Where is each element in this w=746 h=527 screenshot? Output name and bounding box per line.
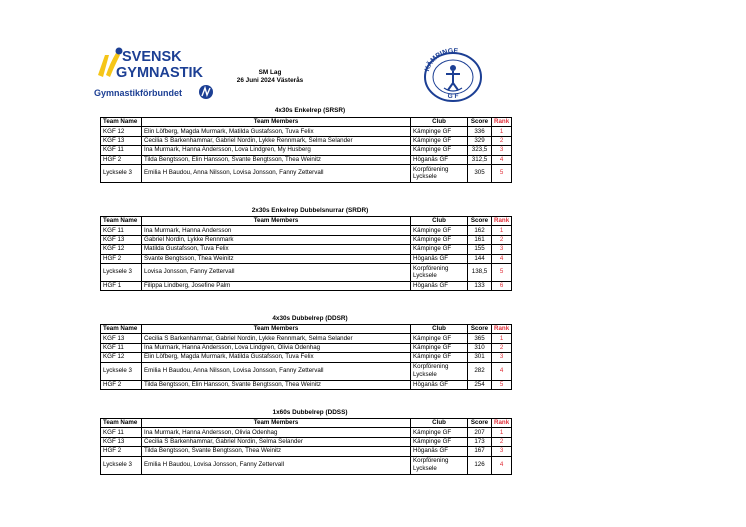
cell-rank: 4 <box>492 456 512 474</box>
cell-club: Kämpinge GF <box>411 146 468 155</box>
kampinge-emblem-icon <box>416 48 490 102</box>
cell-team: KGF 11 <box>101 146 142 155</box>
cell-club: Korpförening Lycksele <box>411 164 468 182</box>
svg-text:G F: G F <box>447 93 459 100</box>
table-row <box>101 127 512 136</box>
table-row <box>101 334 512 343</box>
cell-team: KGF 13 <box>101 437 142 446</box>
cell-members: Elin Löfberg, Magda Murmark, Matilda Gustafsson, Tuva Felix <box>142 127 411 136</box>
table-row <box>101 456 512 474</box>
results-table <box>100 324 512 390</box>
cell-score: 133 <box>468 281 492 290</box>
table-row <box>101 136 512 145</box>
cell-rank: 3 <box>492 245 512 254</box>
cell-club: Kämpinge GF <box>411 334 468 343</box>
cell-club: Kämpinge GF <box>411 136 468 145</box>
cell-club: Höganäs GF <box>411 447 468 456</box>
column-header-score: Score <box>468 419 492 428</box>
table-row <box>101 226 512 235</box>
cell-members: Matilda Gustafsson, Tuva Felix <box>142 245 411 254</box>
column-header-members: Team Members <box>142 325 411 334</box>
cell-team: HGF 2 <box>101 254 142 263</box>
table-row <box>101 362 512 380</box>
cell-rank: 5 <box>492 380 512 389</box>
table-header-row <box>101 217 512 226</box>
cell-team: KGF 13 <box>101 235 142 244</box>
table-header-row <box>101 325 512 334</box>
table-row <box>101 353 512 362</box>
cell-rank: 1 <box>492 334 512 343</box>
gymnast-figure-icon <box>92 45 222 105</box>
cell-team: KGF 11 <box>101 343 142 352</box>
cell-members: Ina Murmark, Hanna Andersson <box>142 226 411 235</box>
cell-club: Kämpinge GF <box>411 245 468 254</box>
cell-score: 312,5 <box>468 155 492 164</box>
cell-members: Emilia H Baudou, Lovisa Jonsson, Fanny Zettervall <box>142 456 411 474</box>
cell-team: Lycksele 3 <box>101 164 142 182</box>
column-header-team: Team Name <box>101 419 142 428</box>
table-row <box>101 437 512 446</box>
table-row <box>101 146 512 155</box>
cell-score: 305 <box>468 164 492 182</box>
section-title: 2x30s Enkelrep Dubbelsnurrar (SRDR) <box>251 207 369 214</box>
table-row <box>101 343 512 352</box>
cell-score: 161 <box>468 235 492 244</box>
cell-rank: 5 <box>492 164 512 182</box>
cell-team: KGF 13 <box>101 334 142 343</box>
column-header-rank: Rank <box>492 325 512 334</box>
cell-club: Kämpinge GF <box>411 428 468 437</box>
cell-members: Cecilia S Barkenhammar, Gabriel Nordin, Lykke Rennmark, Selma Selander <box>142 334 411 343</box>
cell-members: Cecilia S Barkenhammar, Gabriel Nordin, Lykke Rennmark, Selma Selander <box>142 136 411 145</box>
cell-club: Kämpinge GF <box>411 127 468 136</box>
column-header-members: Team Members <box>142 118 411 127</box>
cell-club: Korpförening Lycksele <box>411 263 468 281</box>
cell-score: 167 <box>468 447 492 456</box>
table-header-row <box>101 419 512 428</box>
cell-rank: 1 <box>492 127 512 136</box>
cell-club: Kämpinge GF <box>411 226 468 235</box>
table-row <box>101 428 512 437</box>
section-title: 1x60s Dubbelrep (DDSS) <box>272 409 348 416</box>
cell-members: Ina Murmark, Hanna Andersson, Lova Lindgren, Olivia Odenhag <box>142 343 411 352</box>
cell-members: Svante Bengtsson, Thea Weinitz <box>142 254 411 263</box>
cell-club: Kämpinge GF <box>411 353 468 362</box>
cell-rank: 3 <box>492 447 512 456</box>
column-header-rank: Rank <box>492 217 512 226</box>
column-header-rank: Rank <box>492 419 512 428</box>
cell-rank: 2 <box>492 437 512 446</box>
cell-score: 162 <box>468 226 492 235</box>
cell-members: Tilda Bengtsson, Elin Hansson, Svante Bengtsson, Thea Weinitz <box>142 155 411 164</box>
cell-team: KGF 12 <box>101 245 142 254</box>
cell-rank: 1 <box>492 226 512 235</box>
cell-team: Lycksele 3 <box>101 456 142 474</box>
cell-rank: 4 <box>492 155 512 164</box>
cell-club: Höganäs GF <box>411 155 468 164</box>
cell-members: Ina Murmark, Hanna Andersson, Lova Lindgren, My Husberg <box>142 146 411 155</box>
cell-rank: 4 <box>492 362 512 380</box>
column-header-score: Score <box>468 118 492 127</box>
cell-rank: 2 <box>492 343 512 352</box>
cell-team: KGF 11 <box>101 428 142 437</box>
cell-members: Cecilia S Barkenhammar, Gabriel Nordin, Selma Selander <box>142 437 411 446</box>
cell-rank: 4 <box>492 254 512 263</box>
cell-score: 173 <box>468 437 492 446</box>
cell-score: 144 <box>468 254 492 263</box>
table-row <box>101 263 512 281</box>
cell-score: 336 <box>468 127 492 136</box>
cell-club: Korpförening Lycksele <box>411 456 468 474</box>
svg-text:Gymnastikförbundet: Gymnastikförbundet <box>94 88 183 98</box>
column-header-rank: Rank <box>492 118 512 127</box>
event-title: SM Lag <box>258 69 282 76</box>
table-row <box>101 245 512 254</box>
cell-club: Höganäs GF <box>411 380 468 389</box>
table-row <box>101 254 512 263</box>
table-header-row <box>101 118 512 127</box>
svensk-gymnastik-logo <box>92 45 222 105</box>
event-header <box>230 69 310 85</box>
cell-club: Höganäs GF <box>411 254 468 263</box>
cell-rank: 3 <box>492 353 512 362</box>
results-table <box>100 418 512 475</box>
column-header-team: Team Name <box>101 217 142 226</box>
cell-rank: 6 <box>492 281 512 290</box>
cell-score: 155 <box>468 245 492 254</box>
cell-team: Lycksele 3 <box>101 362 142 380</box>
results-table <box>100 117 512 183</box>
column-header-club: Club <box>411 217 468 226</box>
svg-text:SVENSK: SVENSK <box>122 49 182 65</box>
cell-rank: 2 <box>492 136 512 145</box>
kampinge-gf-logo <box>416 48 490 102</box>
cell-team: KGF 12 <box>101 127 142 136</box>
cell-members: Filippa Lindberg, Josefine Palm <box>142 281 411 290</box>
cell-members: Tilda Bengtsson, Svante Bengtsson, Thea Weinitz <box>142 447 411 456</box>
results-table <box>100 216 512 291</box>
cell-members: Lovisa Jonsson, Fanny Zettervall <box>142 263 411 281</box>
cell-team: Lycksele 3 <box>101 263 142 281</box>
column-header-members: Team Members <box>142 217 411 226</box>
cell-team: KGF 11 <box>101 226 142 235</box>
table-row <box>101 380 512 389</box>
cell-team: KGF 12 <box>101 353 142 362</box>
cell-team: HGF 2 <box>101 155 142 164</box>
cell-club: Korpförening Lycksele <box>411 362 468 380</box>
column-header-team: Team Name <box>101 325 142 334</box>
table-row <box>101 155 512 164</box>
cell-members: Ina Murmark, Hanna Andersson, Olivia Odenhag <box>142 428 411 437</box>
cell-score: 301 <box>468 353 492 362</box>
cell-team: KGF 13 <box>101 136 142 145</box>
cell-club: Kämpinge GF <box>411 343 468 352</box>
column-header-score: Score <box>468 325 492 334</box>
section-title: 4x30s Dubbelrep (DDSR) <box>272 315 348 322</box>
cell-members: Emilia H Baudou, Anna Nilsson, Lovisa Jonsson, Fanny Zettervall <box>142 362 411 380</box>
cell-rank: 3 <box>492 146 512 155</box>
table-row <box>101 164 512 182</box>
column-header-members: Team Members <box>142 419 411 428</box>
column-header-club: Club <box>411 325 468 334</box>
cell-club: Kämpinge GF <box>411 235 468 244</box>
cell-members: Elin Löfberg, Magda Murmark, Matilda Gustafsson, Tuva Felix <box>142 353 411 362</box>
column-header-team: Team Name <box>101 118 142 127</box>
cell-members: Emilia H Baudou, Anna Nilsson, Lovisa Jonsson, Fanny Zettervall <box>142 164 411 182</box>
cell-rank: 2 <box>492 235 512 244</box>
section-title: 4x30s Enkelrep (SRSR) <box>274 107 346 114</box>
cell-score: 282 <box>468 362 492 380</box>
column-header-club: Club <box>411 419 468 428</box>
cell-rank: 5 <box>492 263 512 281</box>
cell-score: 329 <box>468 136 492 145</box>
cell-team: HGF 2 <box>101 447 142 456</box>
table-row <box>101 235 512 244</box>
table-row <box>101 447 512 456</box>
cell-score: 126 <box>468 456 492 474</box>
svg-text:KÄMPINGE: KÄMPINGE <box>423 48 459 73</box>
table-row <box>101 281 512 290</box>
cell-club: Höganäs GF <box>411 281 468 290</box>
cell-team: HGF 1 <box>101 281 142 290</box>
svg-text:GYMNASTIK: GYMNASTIK <box>116 65 203 81</box>
cell-rank: 1 <box>492 428 512 437</box>
cell-score: 310 <box>468 343 492 352</box>
cell-members: Tilda Bengtsson, Elin Hansson, Svante Bengtsson, Thea Weinitz <box>142 380 411 389</box>
cell-score: 254 <box>468 380 492 389</box>
cell-club: Kämpinge GF <box>411 437 468 446</box>
cell-members: Gabriel Nordin, Lykke Rennmark <box>142 235 411 244</box>
column-header-club: Club <box>411 118 468 127</box>
cell-score: 207 <box>468 428 492 437</box>
cell-score: 138,5 <box>468 263 492 281</box>
cell-team: HGF 2 <box>101 380 142 389</box>
event-date-place: 26 Juni 2024 Västerås <box>236 77 304 84</box>
column-header-score: Score <box>468 217 492 226</box>
cell-score: 365 <box>468 334 492 343</box>
cell-score: 323,5 <box>468 146 492 155</box>
